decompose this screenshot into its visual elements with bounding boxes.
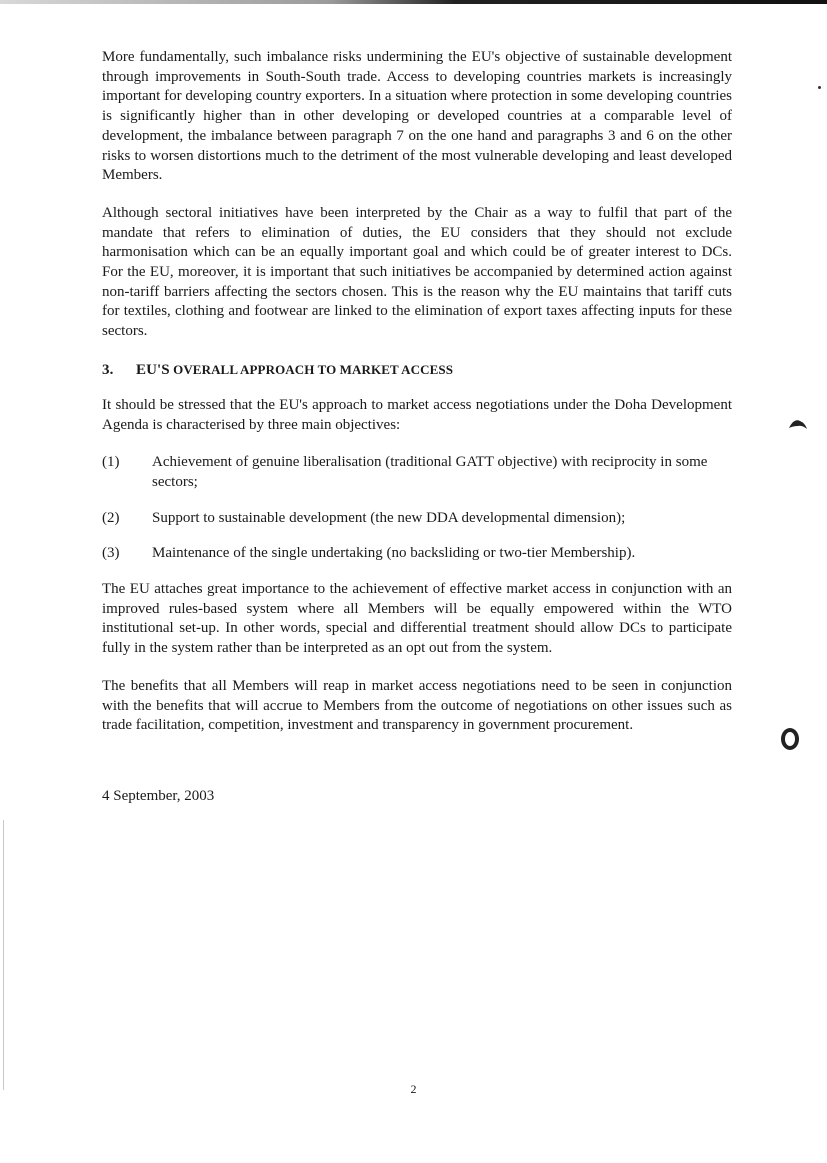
section-heading <box>102 360 732 380</box>
section-title: OVERALL APPROACH TO MARKET ACCESS <box>173 361 454 377</box>
objective-number: (2) <box>102 509 120 526</box>
objective-number: (3) <box>102 545 120 562</box>
paragraph-sectoral-initiatives: Although sectoral initiatives have been interpreted by the Chair as a way to fulfil that part of the mandate that refers to elimination of duties, the EU considers that they should not exclude harmonisation which can be an equally important goal and which could be of greater interest to DCs. For the EU, moreover, it is important that such initiatives be accompanied by determined action against non-tariff barriers affecting the sectors chosen. This is the reason why the EU maintains that tariff cuts for textiles, clothing and footwear are linked to the elimination of export taxes affecting inputs for these sectors. <box>102 204 732 340</box>
paragraph-intro: It should be stressed that the EU's approach to market access negotiations under the Doha Development Agenda is characterised by three main objectives: <box>102 396 732 433</box>
objective-text: Maintenance of the single undertaking (no backsliding or two-tier Membership). <box>152 545 636 562</box>
section-title-lead: EU'S <box>136 361 170 378</box>
scan-blot <box>788 418 808 430</box>
objective-number: (1) <box>102 454 120 471</box>
scan-left-edge <box>3 820 4 1090</box>
objective-text: Support to sustainable development (the new DDA developmental dimension); <box>152 509 626 526</box>
page-number: 2 <box>410 1082 417 1096</box>
section-number: 3. <box>102 361 114 378</box>
paragraph-benefits: The benefits that all Members will reap in market access negotiations need to be seen in conjunction with the benefits that will accrue to Members from the outcome of negotiations on other issues such as trade facilitation, competition, investment and transparency in government procurement. <box>102 677 732 734</box>
punch-hole <box>781 728 799 750</box>
objective-text: Achievement of genuine liberalisation (traditional GATT objective) with reciprocity in some sectors; <box>152 454 708 490</box>
objective-item <box>102 544 732 564</box>
scan-top-edge <box>0 0 827 4</box>
objective-item <box>102 509 732 529</box>
scan-speck <box>818 86 821 89</box>
document-date: 4 September, 2003 <box>102 787 215 804</box>
paragraph-rules-based-system: The EU attaches great importance to the achievement of effective market access in conjunction with an improved rules-based system where all Members will be equally empowered within the WTO institutional set-up. In other words, special and differential treatment should allow DCs to participate fully in the system rather than be interpreted as an opt out from the system. <box>102 581 732 657</box>
objective-item <box>102 453 732 492</box>
document-page <box>102 48 732 806</box>
paragraph-imbalance: More fundamentally, such imbalance risks undermining the EU's objective of sustainable development through improvements in South-South trade. Access to developing countries markets is increasingly important for developing country exporters. In a situation where protection in some developing countries is significantly higher than in other developing or developed countries at a comparable level of development, the imbalance between paragraph 7 on the one hand and paragraphs 3 and 6 on the other risks to worsen distortions much to the detriment of the most vulnerable developing and least developed Members. <box>102 49 732 184</box>
